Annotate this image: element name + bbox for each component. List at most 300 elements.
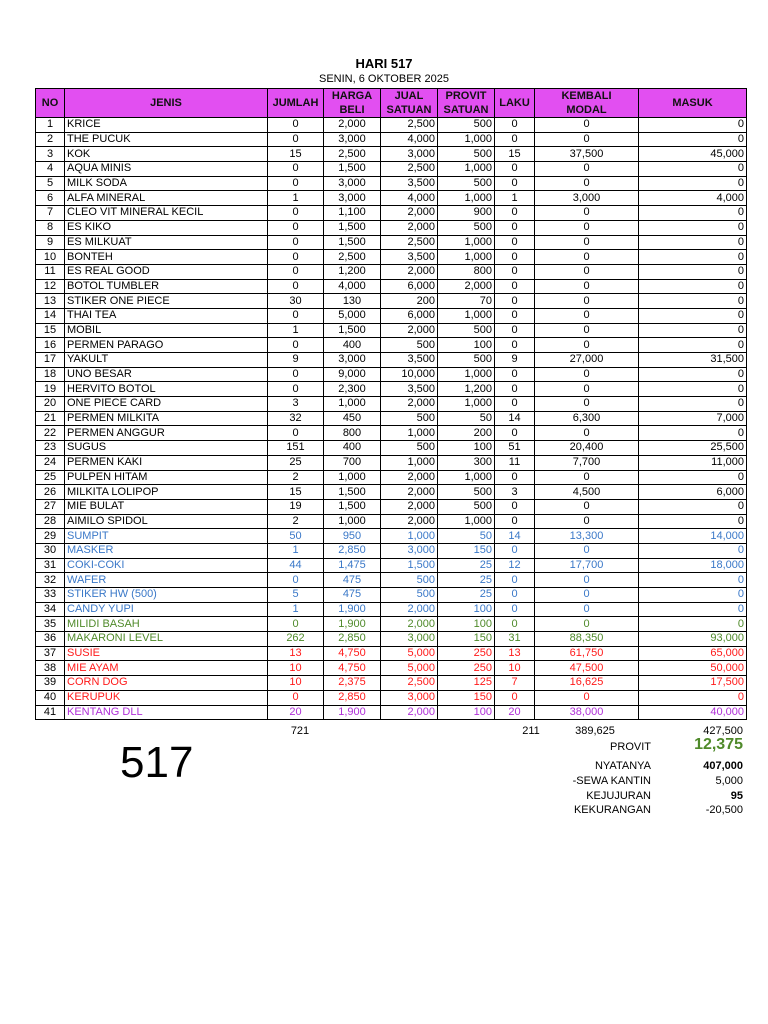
table-row [36, 235, 747, 250]
row-kembali-modal: 0 [535, 499, 639, 514]
row-jenis: PERMEN KAKI [65, 455, 268, 470]
row-provit-satuan: 500 [438, 485, 495, 500]
row-jenis: COKI-COKI [65, 558, 268, 573]
row-jumlah: 0 [268, 338, 324, 353]
date-subtitle: SENIN, 6 OKTOBER 2025 [318, 73, 450, 85]
row-jenis: THAI TEA [65, 308, 268, 323]
row-provit-satuan: 100 [438, 338, 495, 353]
row-jenis: SUSIE [65, 646, 268, 661]
row-kembali-modal: 88,350 [535, 632, 639, 647]
row-masuk: 0 [639, 573, 747, 588]
row-provit-satuan: 150 [438, 543, 495, 558]
row-no: 12 [36, 279, 65, 294]
row-jenis: KOK [65, 147, 268, 162]
row-no: 19 [36, 382, 65, 397]
row-laku: 0 [495, 367, 535, 382]
table-row [36, 323, 747, 338]
row-kembali-modal: 0 [535, 382, 639, 397]
row-no: 35 [36, 617, 65, 632]
table-row [36, 485, 747, 500]
row-laku: 0 [495, 308, 535, 323]
row-laku: 0 [495, 573, 535, 588]
row-kembali-modal: 47,500 [535, 661, 639, 676]
row-masuk: 0 [639, 294, 747, 309]
row-jumlah: 1 [268, 602, 324, 617]
header-masuk: MASUK [639, 89, 747, 118]
row-jual-satuan: 2,000 [381, 499, 438, 514]
header-jenis: JENIS [65, 89, 268, 118]
row-masuk: 0 [639, 118, 747, 133]
row-jual-satuan: 1,500 [381, 558, 438, 573]
row-laku: 0 [495, 514, 535, 529]
row-no: 1 [36, 118, 65, 133]
row-masuk: 0 [639, 499, 747, 514]
row-jumlah: 10 [268, 661, 324, 676]
row-kembali-modal: 0 [535, 514, 639, 529]
row-jual-satuan: 3,000 [381, 543, 438, 558]
table-row [36, 250, 747, 265]
row-jual-satuan: 2,000 [381, 470, 438, 485]
header-harga-beli [324, 89, 381, 118]
row-kembali-modal: 3,000 [535, 191, 639, 206]
row-jenis: CORN DOG [65, 676, 268, 691]
row-provit-satuan: 800 [438, 264, 495, 279]
row-no: 31 [36, 558, 65, 573]
row-masuk: 31,500 [639, 353, 747, 368]
row-provit-satuan: 1,000 [438, 470, 495, 485]
row-harga-beli: 2,850 [324, 690, 381, 705]
row-jumlah: 20 [268, 705, 324, 720]
row-jual-satuan: 2,000 [381, 264, 438, 279]
row-jumlah: 1 [268, 323, 324, 338]
row-provit-satuan: 500 [438, 220, 495, 235]
row-kembali-modal: 0 [535, 308, 639, 323]
row-no: 20 [36, 397, 65, 412]
row-no: 27 [36, 499, 65, 514]
row-jumlah: 0 [268, 426, 324, 441]
table-row [36, 617, 747, 632]
row-jenis: HERVITO BOTOL [65, 382, 268, 397]
table-row [36, 353, 747, 368]
table-row [36, 206, 747, 221]
row-masuk: 45,000 [639, 147, 747, 162]
row-masuk: 0 [639, 338, 747, 353]
row-jenis: SUMPIT [65, 529, 268, 544]
row-laku: 51 [495, 441, 535, 456]
row-jumlah: 25 [268, 455, 324, 470]
row-kembali-modal: 0 [535, 617, 639, 632]
row-jumlah: 0 [268, 176, 324, 191]
row-harga-beli: 2,000 [324, 118, 381, 133]
row-jenis: MILKITA LOLIPOP [65, 485, 268, 500]
row-no: 39 [36, 676, 65, 691]
row-jenis: ES MILKUAT [65, 235, 268, 250]
row-kembali-modal: 61,750 [535, 646, 639, 661]
row-provit-satuan: 1,200 [438, 382, 495, 397]
row-jenis: ES KIKO [65, 220, 268, 235]
row-provit-satuan: 70 [438, 294, 495, 309]
row-kembali-modal: 0 [535, 602, 639, 617]
row-no: 21 [36, 411, 65, 426]
row-provit-satuan: 500 [438, 176, 495, 191]
row-laku: 0 [495, 279, 535, 294]
row-jenis: PERMEN ANGGUR [65, 426, 268, 441]
table-row [36, 191, 747, 206]
table-row [36, 529, 747, 544]
row-provit-satuan: 50 [438, 411, 495, 426]
table-row [36, 308, 747, 323]
row-provit-satuan: 2,000 [438, 279, 495, 294]
row-provit-satuan: 250 [438, 646, 495, 661]
header-provit-satuan-line2: SATUAN [443, 104, 489, 116]
row-jenis: KERUPUK [65, 690, 268, 705]
row-masuk: 0 [639, 367, 747, 382]
table-row [36, 118, 747, 133]
row-harga-beli: 1,000 [324, 397, 381, 412]
row-kembali-modal: 17,700 [535, 558, 639, 573]
row-harga-beli: 1,200 [324, 264, 381, 279]
row-jenis: MILIDI BASAH [65, 617, 268, 632]
row-jumlah: 1 [268, 191, 324, 206]
row-harga-beli: 1,500 [324, 162, 381, 177]
row-jual-satuan: 500 [381, 441, 438, 456]
row-laku: 9 [495, 353, 535, 368]
row-jumlah: 13 [268, 646, 324, 661]
row-masuk: 50,000 [639, 661, 747, 676]
row-jenis: STIKER HW (500) [65, 588, 268, 603]
table-row [36, 220, 747, 235]
table-row [36, 279, 747, 294]
kekurangan-value: -20,500 [705, 804, 743, 816]
row-jual-satuan: 2,000 [381, 220, 438, 235]
row-laku: 0 [495, 426, 535, 441]
row-jual-satuan: 2,500 [381, 118, 438, 133]
row-kembali-modal: 0 [535, 279, 639, 294]
row-jenis: ONE PIECE CARD [65, 397, 268, 412]
row-jumlah: 44 [268, 558, 324, 573]
row-jual-satuan: 500 [381, 588, 438, 603]
row-kembali-modal: 0 [535, 118, 639, 133]
row-jenis: PERMEN PARAGO [65, 338, 268, 353]
row-harga-beli: 800 [324, 426, 381, 441]
row-jenis: BOTOL TUMBLER [65, 279, 268, 294]
row-laku: 0 [495, 220, 535, 235]
row-jual-satuan: 500 [381, 338, 438, 353]
row-harga-beli: 1,475 [324, 558, 381, 573]
row-no: 26 [36, 485, 65, 500]
row-masuk: 0 [639, 617, 747, 632]
row-laku: 14 [495, 411, 535, 426]
row-jenis: MASKER [65, 543, 268, 558]
row-no: 33 [36, 588, 65, 603]
header-jual-satuan [381, 89, 438, 118]
row-jumlah: 30 [268, 294, 324, 309]
row-masuk: 0 [639, 602, 747, 617]
table-row [36, 705, 747, 720]
row-jual-satuan: 2,500 [381, 162, 438, 177]
row-jual-satuan: 6,000 [381, 279, 438, 294]
header-row [36, 89, 747, 118]
row-jenis: AQUA MINIS [65, 162, 268, 177]
row-jumlah: 5 [268, 588, 324, 603]
row-jual-satuan: 2,000 [381, 206, 438, 221]
row-no: 17 [36, 353, 65, 368]
row-harga-beli: 4,750 [324, 661, 381, 676]
row-harga-beli: 2,850 [324, 543, 381, 558]
row-no: 38 [36, 661, 65, 676]
row-kembali-modal: 0 [535, 543, 639, 558]
row-harga-beli: 1,500 [324, 323, 381, 338]
row-harga-beli: 2,500 [324, 147, 381, 162]
row-provit-satuan: 25 [438, 573, 495, 588]
header-jual-satuan-line1: JUAL [394, 90, 424, 102]
row-masuk: 0 [639, 235, 747, 250]
row-harga-beli: 9,000 [324, 367, 381, 382]
row-jumlah: 0 [268, 367, 324, 382]
row-jual-satuan: 3,500 [381, 176, 438, 191]
row-laku: 0 [495, 294, 535, 309]
row-provit-satuan: 250 [438, 661, 495, 676]
table-row [36, 455, 747, 470]
row-harga-beli: 2,300 [324, 382, 381, 397]
row-masuk: 4,000 [639, 191, 747, 206]
row-kembali-modal: 0 [535, 397, 639, 412]
row-kembali-modal: 0 [535, 367, 639, 382]
table-row [36, 676, 747, 691]
row-kembali-modal: 0 [535, 235, 639, 250]
row-jenis: ALFA MINERAL [65, 191, 268, 206]
row-harga-beli: 2,850 [324, 632, 381, 647]
row-jumlah: 1 [268, 543, 324, 558]
row-harga-beli: 3,000 [324, 191, 381, 206]
table-row [36, 632, 747, 647]
row-no: 40 [36, 690, 65, 705]
row-kembali-modal: 20,400 [535, 441, 639, 456]
row-masuk: 0 [639, 514, 747, 529]
row-no: 24 [36, 455, 65, 470]
row-jual-satuan: 3,000 [381, 147, 438, 162]
row-jual-satuan: 6,000 [381, 308, 438, 323]
row-kembali-modal: 0 [535, 132, 639, 147]
row-harga-beli: 1,900 [324, 705, 381, 720]
row-no: 15 [36, 323, 65, 338]
row-no: 37 [36, 646, 65, 661]
provit-value: 12,375 [694, 736, 743, 753]
row-masuk: 93,000 [639, 632, 747, 647]
row-jual-satuan: 2,000 [381, 705, 438, 720]
row-jenis: PULPEN HITAM [65, 470, 268, 485]
row-laku: 0 [495, 176, 535, 191]
row-jual-satuan: 500 [381, 411, 438, 426]
row-kembali-modal: 0 [535, 206, 639, 221]
table-row [36, 646, 747, 661]
table-row [36, 499, 747, 514]
row-kembali-modal: 0 [535, 470, 639, 485]
row-jenis: CLEO VIT MINERAL KECIL [65, 206, 268, 221]
row-jenis: ES REAL GOOD [65, 264, 268, 279]
row-jumlah: 0 [268, 573, 324, 588]
row-harga-beli: 3,000 [324, 353, 381, 368]
header-provit-satuan [438, 89, 495, 118]
table-row [36, 132, 747, 147]
row-laku: 0 [495, 323, 535, 338]
day-number: 517 [120, 738, 194, 787]
row-kembali-modal: 0 [535, 176, 639, 191]
table-row [36, 294, 747, 309]
row-no: 36 [36, 632, 65, 647]
row-provit-satuan: 1,000 [438, 514, 495, 529]
row-no: 5 [36, 176, 65, 191]
row-harga-beli: 700 [324, 455, 381, 470]
row-masuk: 17,500 [639, 676, 747, 691]
row-jenis: MOBIL [65, 323, 268, 338]
row-harga-beli: 400 [324, 441, 381, 456]
row-kembali-modal: 38,000 [535, 705, 639, 720]
row-laku: 0 [495, 499, 535, 514]
row-masuk: 0 [639, 323, 747, 338]
row-jual-satuan: 2,000 [381, 323, 438, 338]
row-kembali-modal: 37,500 [535, 147, 639, 162]
row-harga-beli: 3,000 [324, 176, 381, 191]
row-jual-satuan: 200 [381, 294, 438, 309]
row-laku: 0 [495, 264, 535, 279]
row-provit-satuan: 25 [438, 588, 495, 603]
row-kembali-modal: 0 [535, 323, 639, 338]
table-row [36, 367, 747, 382]
row-jenis: AIMILO SPIDOL [65, 514, 268, 529]
row-kembali-modal: 0 [535, 573, 639, 588]
row-laku: 20 [495, 705, 535, 720]
row-jumlah: 0 [268, 250, 324, 265]
row-jenis: MIE AYAM [65, 661, 268, 676]
header-harga-beli-line1: HARGA [331, 90, 373, 102]
row-jumlah: 2 [268, 470, 324, 485]
row-harga-beli: 475 [324, 588, 381, 603]
row-laku: 0 [495, 690, 535, 705]
table-body [36, 118, 747, 720]
row-provit-satuan: 125 [438, 676, 495, 691]
row-harga-beli: 1,500 [324, 485, 381, 500]
row-masuk: 0 [639, 162, 747, 177]
row-jenis: CANDY YUPI [65, 602, 268, 617]
table-row [36, 558, 747, 573]
row-laku: 0 [495, 250, 535, 265]
row-provit-satuan: 900 [438, 206, 495, 221]
row-jenis: WAFER [65, 573, 268, 588]
row-no: 3 [36, 147, 65, 162]
row-no: 4 [36, 162, 65, 177]
table-row [36, 588, 747, 603]
row-no: 18 [36, 367, 65, 382]
total-laku: 211 [522, 725, 540, 737]
header-kembali-modal-line2: MODAL [566, 104, 607, 116]
row-harga-beli: 1,000 [324, 470, 381, 485]
row-jumlah: 0 [268, 132, 324, 147]
row-jumlah: 10 [268, 676, 324, 691]
row-kembali-modal: 0 [535, 162, 639, 177]
row-laku: 0 [495, 235, 535, 250]
total-masuk: 427,500 [703, 725, 743, 737]
row-kembali-modal: 27,000 [535, 353, 639, 368]
table-row [36, 264, 747, 279]
row-kembali-modal: 0 [535, 250, 639, 265]
row-provit-satuan: 1,000 [438, 367, 495, 382]
row-harga-beli: 2,375 [324, 676, 381, 691]
table-row [36, 176, 747, 191]
row-no: 29 [36, 529, 65, 544]
row-jual-satuan: 3,500 [381, 382, 438, 397]
row-kembali-modal: 0 [535, 294, 639, 309]
kejujuran-label: KEJUJURAN [586, 790, 651, 802]
row-harga-beli: 1,500 [324, 499, 381, 514]
row-harga-beli: 4,000 [324, 279, 381, 294]
row-harga-beli: 130 [324, 294, 381, 309]
row-jumlah: 0 [268, 162, 324, 177]
nyatanya-label: NYATANYA [594, 760, 651, 772]
provit-label: PROVIT [610, 741, 651, 753]
sewa-kantin-value: 5,000 [715, 775, 743, 787]
row-provit-satuan: 1,000 [438, 191, 495, 206]
row-harga-beli: 4,750 [324, 646, 381, 661]
table-row [36, 661, 747, 676]
row-jual-satuan: 1,000 [381, 426, 438, 441]
table-row [36, 382, 747, 397]
row-jenis: MIE BULAT [65, 499, 268, 514]
row-no: 34 [36, 602, 65, 617]
row-jual-satuan: 2,500 [381, 235, 438, 250]
row-jumlah: 32 [268, 411, 324, 426]
table-row [36, 441, 747, 456]
row-harga-beli: 450 [324, 411, 381, 426]
table-row [36, 338, 747, 353]
row-jumlah: 0 [268, 382, 324, 397]
row-no: 11 [36, 264, 65, 279]
row-laku: 0 [495, 206, 535, 221]
row-masuk: 0 [639, 279, 747, 294]
row-kembali-modal: 0 [535, 264, 639, 279]
kejujuran-value: 95 [730, 790, 743, 802]
row-masuk: 0 [639, 308, 747, 323]
row-kembali-modal: 0 [535, 220, 639, 235]
row-jenis: STIKER ONE PIECE [65, 294, 268, 309]
row-kembali-modal: 0 [535, 690, 639, 705]
row-harga-beli: 1,900 [324, 602, 381, 617]
row-harga-beli: 475 [324, 573, 381, 588]
row-jumlah: 50 [268, 529, 324, 544]
row-harga-beli: 1,100 [324, 206, 381, 221]
row-provit-satuan: 1,000 [438, 132, 495, 147]
row-jual-satuan: 4,000 [381, 132, 438, 147]
row-laku: 0 [495, 602, 535, 617]
row-jual-satuan: 1,000 [381, 455, 438, 470]
table-row [36, 470, 747, 485]
row-jual-satuan: 2,000 [381, 617, 438, 632]
row-jual-satuan: 2,000 [381, 602, 438, 617]
row-masuk: 0 [639, 176, 747, 191]
row-no: 2 [36, 132, 65, 147]
row-no: 32 [36, 573, 65, 588]
row-provit-satuan: 1,000 [438, 162, 495, 177]
row-provit-satuan: 1,000 [438, 250, 495, 265]
row-jumlah: 0 [268, 690, 324, 705]
row-laku: 0 [495, 588, 535, 603]
sewa-kantin-label: -SEWA KANTIN [572, 775, 651, 787]
row-jual-satuan: 5,000 [381, 661, 438, 676]
row-masuk: 0 [639, 588, 747, 603]
row-kembali-modal: 16,625 [535, 676, 639, 691]
row-masuk: 0 [639, 250, 747, 265]
row-no: 41 [36, 705, 65, 720]
